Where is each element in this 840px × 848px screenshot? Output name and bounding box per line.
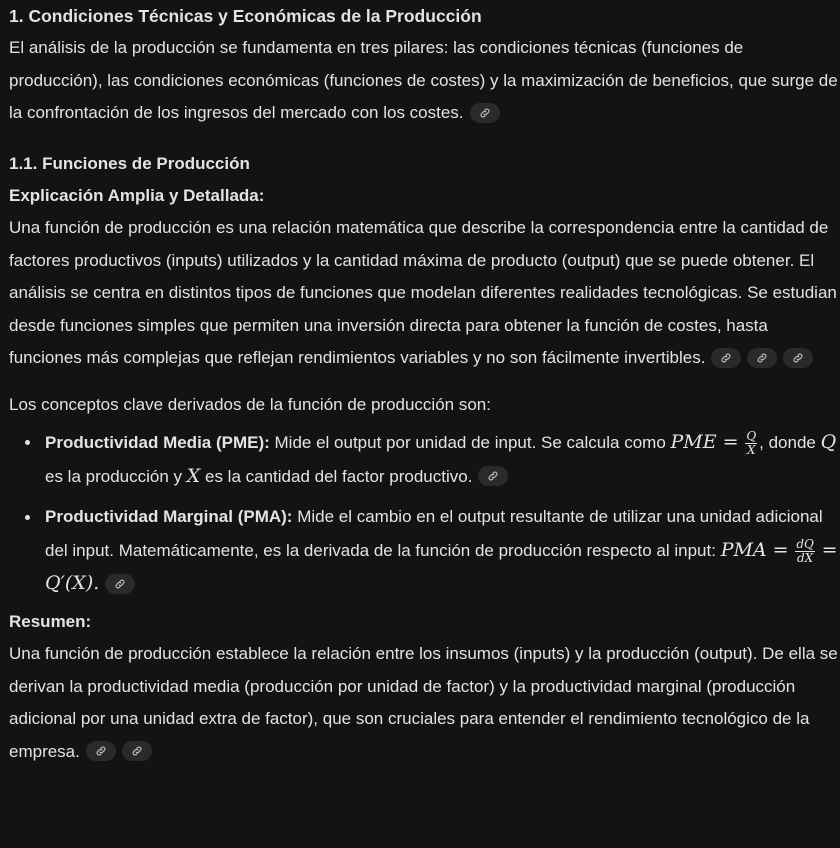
summary-label: Resumen:: [9, 611, 92, 631]
link-icon: [720, 352, 732, 364]
formula-rhs: = Q′(X).: [45, 538, 838, 594]
link-icon: [756, 352, 768, 364]
concepts-list: [9, 426, 840, 601]
explanation-label: Explicación Amplia y Detallada:: [9, 185, 265, 205]
fraction-denominator: dX: [796, 550, 814, 565]
summary-paragraph: [9, 638, 840, 768]
intro-paragraph: [9, 32, 840, 130]
concept-text: Mide el output por unidad de input. Se calcula como: [269, 433, 671, 452]
link-icon: [792, 352, 804, 364]
fraction-numerator: Q: [746, 429, 757, 444]
citation-chip[interactable]: [122, 741, 152, 761]
subsection-title: 1.1. Funciones de Producción: [9, 153, 250, 173]
concept-text: es la cantidad del factor productivo.: [200, 466, 473, 486]
citation-chip[interactable]: [783, 348, 813, 368]
fraction-denominator: X: [746, 443, 756, 458]
list-item: [45, 501, 840, 601]
explanation-text: Una función de producción es una relación matemática que describe la correspondencia entre la cantidad de factores productivos (inputs) utilizados y la cantidad máxima de producto (output) que se puede obtener. El análisis se centra en distintos tipos de funciones que modelan diferentes realidades tecnológicas. Se estudian desde funciones simples que permiten una inversión directa para obtener la función de costes, hasta funciones más complejas que reflejan rendimientos variables y no son fácilmente invertibles.: [9, 218, 837, 367]
concept-label: Productividad Marginal (PMA):: [45, 507, 293, 526]
concept-text: , donde: [759, 433, 821, 452]
link-icon: [479, 107, 491, 119]
link-icon: [95, 745, 107, 757]
list-item: [45, 426, 840, 493]
formula-fraction: [795, 538, 815, 565]
fraction-numerator: dQ: [796, 536, 814, 551]
concept-label: Productividad Media (PME):: [45, 433, 270, 452]
concept-text: es la producción y: [45, 466, 187, 486]
citation-chip[interactable]: [747, 348, 777, 368]
summary-text: Una función de producción establece la relación entre los insumos (inputs) y la producción (output). De ella se derivan la productividad media (producción por unidad de factor) y la productividad marginal (producción adicional por una unidad extra de factor), que son cruciales para entender el rendimiento tecnológico de la empresa.: [9, 644, 838, 761]
formula-fraction: [745, 430, 757, 457]
section-title: 1. Condiciones Técnicas y Económicas de la Producción: [9, 6, 482, 26]
formula-lhs: PMA =: [720, 538, 789, 561]
concepts-intro: Los conceptos clave derivados de la función de producción son:: [9, 394, 491, 414]
concept-text: Mide el cambio en el output resultante de utilizar una unidad adicional del input. Matemáticamente, es la derivada de la función de producción respecto al input:: [45, 507, 823, 560]
intro-text: El análisis de la producción se fundamenta en tres pilares: las condiciones técnicas (funciones de producción), las condiciones económicas (funciones de costes) y la maximización de beneficios, que surge de la confrontación de los ingresos del mercado con los costes.: [9, 38, 838, 122]
citation-chip[interactable]: [478, 466, 508, 486]
explanation-paragraph: [9, 212, 840, 375]
citation-chip[interactable]: [105, 574, 135, 594]
link-icon: [114, 578, 126, 590]
formula-lhs: PME =: [670, 431, 739, 453]
variable-q: Q: [820, 431, 837, 453]
citation-chip[interactable]: [86, 741, 116, 761]
link-icon: [487, 470, 499, 482]
citation-chip[interactable]: [711, 348, 741, 368]
link-icon: [131, 745, 143, 757]
citation-chip[interactable]: [470, 103, 500, 123]
variable-x: X: [186, 464, 201, 487]
